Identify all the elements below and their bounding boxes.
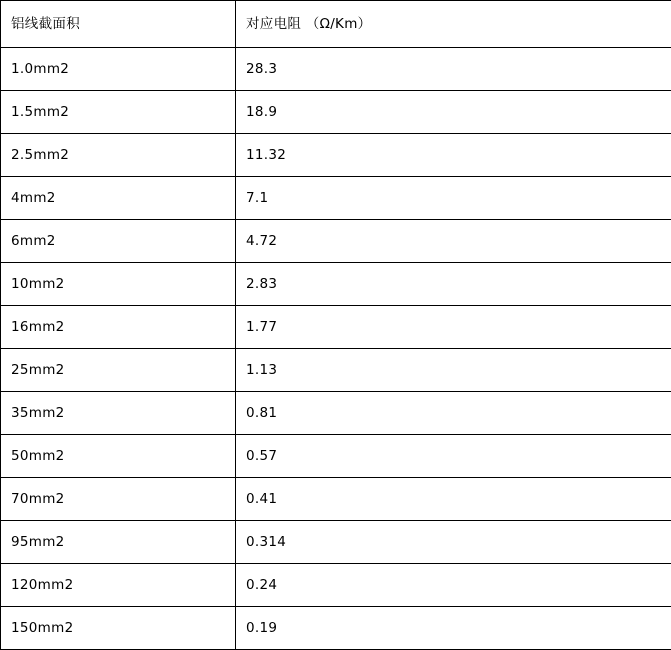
cell-resistance: 2.83 bbox=[236, 263, 671, 306]
cell-area: 25mm2 bbox=[1, 349, 236, 392]
table-row bbox=[1, 263, 671, 306]
table-row bbox=[1, 349, 671, 392]
cell-resistance: 7.1 bbox=[236, 177, 671, 220]
cell-area: 1.5mm2 bbox=[1, 91, 236, 134]
cell-resistance: 18.9 bbox=[236, 91, 671, 134]
table-row bbox=[1, 478, 671, 521]
cell-area: 50mm2 bbox=[1, 435, 236, 478]
table-row bbox=[1, 607, 671, 650]
cell-area: 16mm2 bbox=[1, 306, 236, 349]
table-row bbox=[1, 521, 671, 564]
cell-area: 35mm2 bbox=[1, 392, 236, 435]
table-row bbox=[1, 392, 671, 435]
cell-area: 70mm2 bbox=[1, 478, 236, 521]
cell-resistance: 4.72 bbox=[236, 220, 671, 263]
table-row bbox=[1, 306, 671, 349]
cell-area: 95mm2 bbox=[1, 521, 236, 564]
column-header-area: 铝线截面积 bbox=[1, 1, 236, 48]
cell-resistance: 28.3 bbox=[236, 48, 671, 91]
table-row bbox=[1, 177, 671, 220]
table-row bbox=[1, 220, 671, 263]
cell-resistance: 11.32 bbox=[236, 134, 671, 177]
cell-resistance: 1.13 bbox=[236, 349, 671, 392]
column-header-resistance: 对应电阻 （Ω/Km） bbox=[236, 1, 671, 48]
table-header bbox=[1, 1, 671, 48]
cell-resistance: 0.19 bbox=[236, 607, 671, 650]
cell-area: 4mm2 bbox=[1, 177, 236, 220]
table-row bbox=[1, 134, 671, 177]
cell-area: 120mm2 bbox=[1, 564, 236, 607]
table-row bbox=[1, 564, 671, 607]
table-row bbox=[1, 435, 671, 478]
cell-resistance: 0.41 bbox=[236, 478, 671, 521]
cell-resistance: 1.77 bbox=[236, 306, 671, 349]
table-header-row bbox=[1, 1, 671, 48]
cell-resistance: 0.24 bbox=[236, 564, 671, 607]
table-row bbox=[1, 48, 671, 91]
cell-resistance: 0.57 bbox=[236, 435, 671, 478]
cell-area: 150mm2 bbox=[1, 607, 236, 650]
table-row bbox=[1, 91, 671, 134]
cell-resistance: 0.81 bbox=[236, 392, 671, 435]
cell-resistance: 0.314 bbox=[236, 521, 671, 564]
cell-area: 6mm2 bbox=[1, 220, 236, 263]
table-body bbox=[1, 48, 671, 650]
cell-area: 1.0mm2 bbox=[1, 48, 236, 91]
cell-area: 10mm2 bbox=[1, 263, 236, 306]
cell-area: 2.5mm2 bbox=[1, 134, 236, 177]
